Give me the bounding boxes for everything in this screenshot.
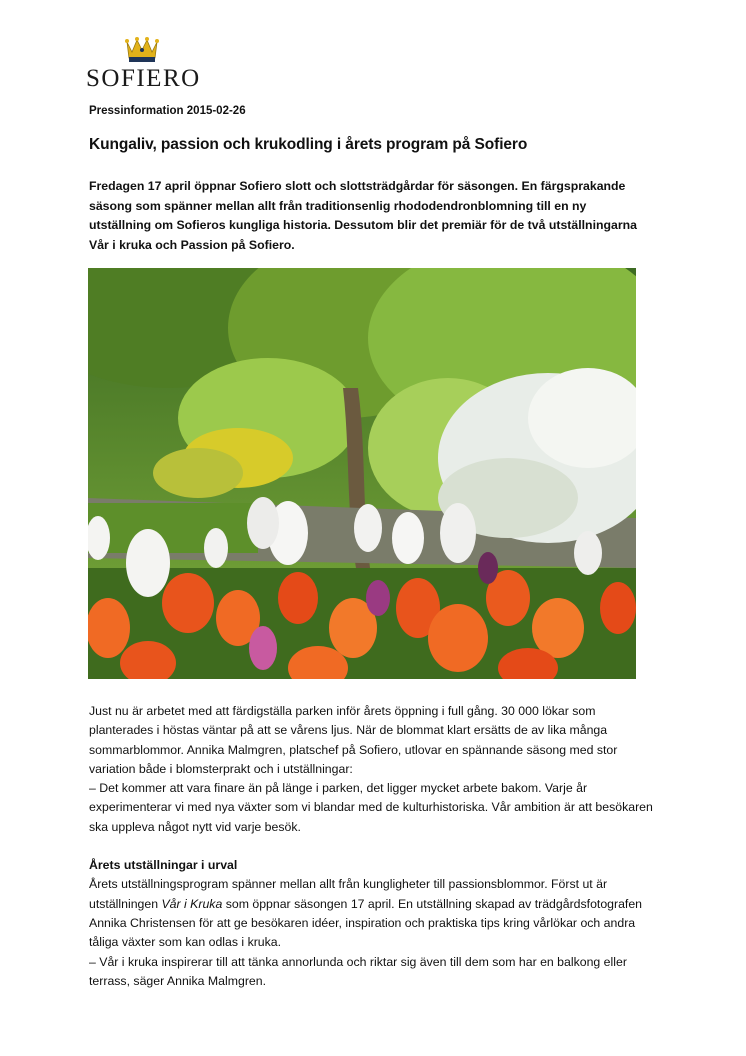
exhibition-title: Vår i Kruka	[161, 896, 223, 911]
lead-paragraph: Fredagen 17 april öppnar Sofiero slott och slottsträdgårdar för säsongen. En färgsprakande säsong som spänner mellan allt från traditionsenlig rhododendronblomning till en ny utställning om Sofieros kungliga historia. Dessutom blir det premiär för de två utställningarna Vår i kruka och Passion på Sofiero.	[89, 179, 637, 252]
garden-tulips-photo	[88, 268, 636, 679]
sofiero-logo	[86, 34, 201, 93]
quote-paragraph: – Vår i kruka inspirerar till att tänka annorlunda och riktar sig även till dem som har en balkong eller terrass, säger Annika Malmgren.	[89, 954, 627, 988]
press-info-date: Pressinformation 2015-02-26	[89, 105, 246, 117]
page-title: Kungaliv, passion och krukodling i årets program på Sofiero	[89, 136, 528, 153]
quote-paragraph: – Det kommer att vara finare än på länge i parken, det ligger mycket arbete bakom. Varje år experimenterar vi med nya växter som vi blandar med de kulturhistoriska. Vår ambition är att besökaren ska uppleva något nytt vid varje besök.	[89, 781, 653, 834]
body-paragraph: Årets utställningsprogram spänner mellan allt från kungligheter till passionsblommor. Först ut är utställningen Vår i Kruka som öppnar säsongen 17 april. En utställning skapad av trädgårdsfotografen Annika Christensen för att ge besökaren idéer, inspiration och praktiska tips kring vårlökar och andra tåliga växter som kan odlas i kruka.	[89, 877, 643, 950]
section-heading: Årets utställningar i urval	[89, 858, 238, 873]
body-paragraph: Just nu är arbetet med att färdigställa parken inför årets öppning i full gång. 30 000 lökar som planterades i höstas väntar på att se vårens ljus. När de blommat klart ersätts de av lika många sommarblommor. Annika Malmgren, platschef på Sofiero, utlovar en spännande säsong med stor variation både i blomsterprakt och i utställningar:	[89, 704, 618, 776]
body-text	[89, 702, 655, 991]
logo-wordmark: SOFIERO	[86, 65, 201, 92]
crown-icon	[122, 34, 162, 64]
